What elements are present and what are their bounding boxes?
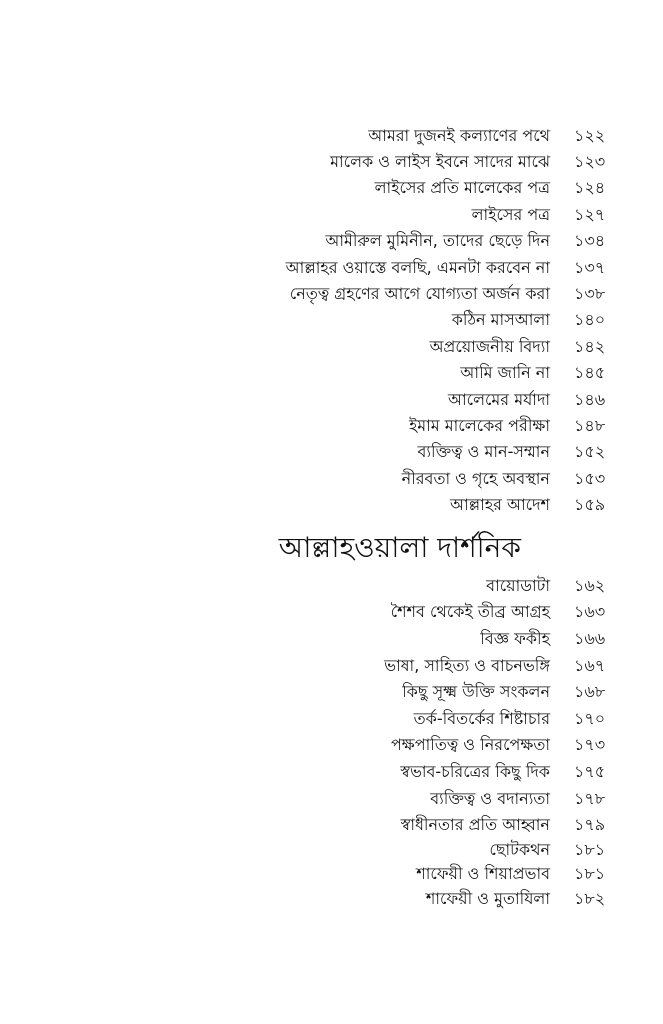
- toc-entry-page: ১৫৩: [574, 468, 606, 488]
- toc-row[interactable]: [0, 176, 663, 202]
- toc-entry-page: ১৫৯: [574, 495, 606, 515]
- toc-entry-page: ১৭৫: [574, 761, 606, 781]
- toc-entry-page: ১৬৭: [574, 655, 606, 675]
- toc-entry-page: ১৬৩: [574, 602, 606, 622]
- toc-entry-title: আল্লাহর ওয়াস্তে বলছি, এমনটা করবেন না: [285, 257, 550, 277]
- toc-entry-page: ১৪২: [574, 336, 606, 356]
- toc-entry-title: অপ্রয়োজনীয় বিদ্যা: [429, 336, 550, 356]
- toc-entry-title: ব্যক্তিত্ব ও মান-সম্মান: [417, 442, 550, 462]
- section-heading[interactable]: আল্লাহওয়ালা দার্শনিক: [278, 531, 521, 564]
- toc-entry-title: আলেমের মর্যাদা: [447, 389, 550, 409]
- toc-entry-title: আল্লাহর আদেশ: [450, 495, 550, 515]
- toc-row[interactable]: [0, 202, 663, 228]
- toc-entry-page: ১২৪: [574, 178, 606, 198]
- toc-entry-page: ১২২: [574, 125, 606, 145]
- toc-entry-title: শাফেয়ী ও শিয়াপ্রভাব: [416, 863, 550, 883]
- toc-entry-title: আমরা দুজনই কল্যাণের পথে: [368, 125, 550, 145]
- toc-entry-page: ১৭০: [574, 708, 606, 728]
- toc-entry-title: লাইসের পত্র: [471, 204, 550, 224]
- toc-entry-title: কঠিন মাসআলা: [451, 310, 550, 330]
- toc-entry-page: ১৮১: [574, 863, 606, 883]
- toc-row[interactable]: [0, 466, 663, 492]
- toc-row[interactable]: [0, 281, 663, 307]
- toc-entry-title: নীরবতা ও গৃহে অবস্থান: [401, 468, 550, 488]
- toc-entry-page: ১৮২: [574, 888, 606, 908]
- toc-entry-page: ১৮১: [574, 840, 606, 860]
- toc-row[interactable]: [0, 361, 663, 387]
- toc-entry-title: আমীরুল মুমিনীন, তাদের ছেড়ে দিন: [325, 231, 550, 251]
- toc-entry-page: ১২৭: [574, 204, 606, 224]
- toc-entry-page: ১৫২: [574, 442, 606, 462]
- toc-entry-title: লাইসের প্রতি মালেকের পত্র: [374, 178, 550, 198]
- toc-row[interactable]: [0, 600, 663, 627]
- toc-row[interactable]: [0, 123, 663, 149]
- toc-entry-page: ১৭৯: [574, 815, 606, 835]
- toc-entry-title: ইমাম মালেকের পরীক্ষা: [408, 416, 550, 435]
- toc-entry-title: স্বাধীনতার প্রতি আহ্বান: [400, 815, 550, 835]
- toc-row[interactable]: [0, 839, 663, 863]
- toc-row[interactable]: [0, 229, 663, 255]
- toc-entry-page: ১৭৩: [574, 735, 606, 755]
- toc-row[interactable]: [0, 308, 663, 334]
- toc-row[interactable]: [0, 573, 663, 600]
- toc-entry-page: ১৭৮: [574, 788, 606, 808]
- toc-group-1: [0, 123, 663, 519]
- toc-entry-title: পক্ষপাতিত্ব ও নিরপেক্ষতা: [390, 735, 550, 755]
- toc-entry-title: শাফেয়ী ও মুতাযিলা: [425, 888, 550, 908]
- toc-row[interactable]: [0, 862, 663, 886]
- toc-entry-title: ব্যক্তিত্ব ও বদান্যতা: [430, 788, 550, 808]
- toc-group-2: [0, 573, 663, 913]
- toc-row[interactable]: [0, 149, 663, 175]
- toc-row[interactable]: [0, 626, 663, 653]
- toc-entry-title: স্বভাব-চরিত্রের কিছু দিক: [400, 761, 550, 781]
- toc-row[interactable]: [0, 706, 663, 733]
- toc-entry-page: ১৪৮: [574, 416, 606, 435]
- toc-entry-page: ১৬৮: [574, 682, 606, 702]
- toc-entry-page: ১৩৮: [574, 284, 606, 304]
- toc-entry-page: ১৪৬: [574, 389, 606, 409]
- toc-entry-title: ছোটকথন: [489, 840, 550, 860]
- toc-row[interactable]: [0, 733, 663, 760]
- toc-entry-page: ১৪৫: [574, 363, 606, 383]
- toc-row[interactable]: [0, 413, 663, 439]
- toc-entry-title: বায়োডাটা: [486, 575, 550, 595]
- toc-entry-title: আমি জানি না: [460, 363, 550, 383]
- toc-entry-page: ১২৩: [574, 152, 606, 172]
- toc-row[interactable]: [0, 255, 663, 281]
- toc-row[interactable]: [0, 786, 663, 813]
- toc-row[interactable]: [0, 334, 663, 360]
- toc-entry-title: মালেক ও লাইস ইবনে সাদের মাঝে: [330, 152, 550, 172]
- toc-entry-page: ১৩৪: [574, 231, 606, 251]
- toc-entry-title: বিজ্ঞ ফকীহ: [480, 628, 550, 648]
- toc-entry-page: ১৬৬: [574, 628, 606, 648]
- toc-row[interactable]: [0, 653, 663, 680]
- toc-row[interactable]: [0, 492, 663, 518]
- toc-row[interactable]: [0, 812, 663, 839]
- toc-entry-title: ভাষা, সাহিত্য ও বাচনভঙ্গি: [384, 655, 550, 675]
- toc-entry-page: ১৪০: [574, 310, 606, 330]
- toc-row[interactable]: [0, 886, 663, 913]
- toc-row[interactable]: [0, 440, 663, 466]
- toc-entry-title: কিছু সূক্ষ্ম উক্তি সংকলন: [402, 682, 550, 702]
- toc-entry-title: শৈশব থেকেই তীব্র আগ্রহ: [390, 602, 550, 622]
- toc-entry-title: তর্ক-বিতর্কের শিষ্টাচার: [413, 708, 550, 728]
- toc-entry-page: ১৬২: [574, 575, 606, 595]
- toc-row[interactable]: [0, 679, 663, 706]
- toc-row[interactable]: [0, 759, 663, 786]
- toc-entry-page: ১৩৭: [574, 257, 606, 277]
- toc-row[interactable]: [0, 387, 663, 413]
- toc-entry-title: নেতৃত্ব গ্রহণের আগে যোগ্যতা অর্জন করা: [289, 284, 550, 304]
